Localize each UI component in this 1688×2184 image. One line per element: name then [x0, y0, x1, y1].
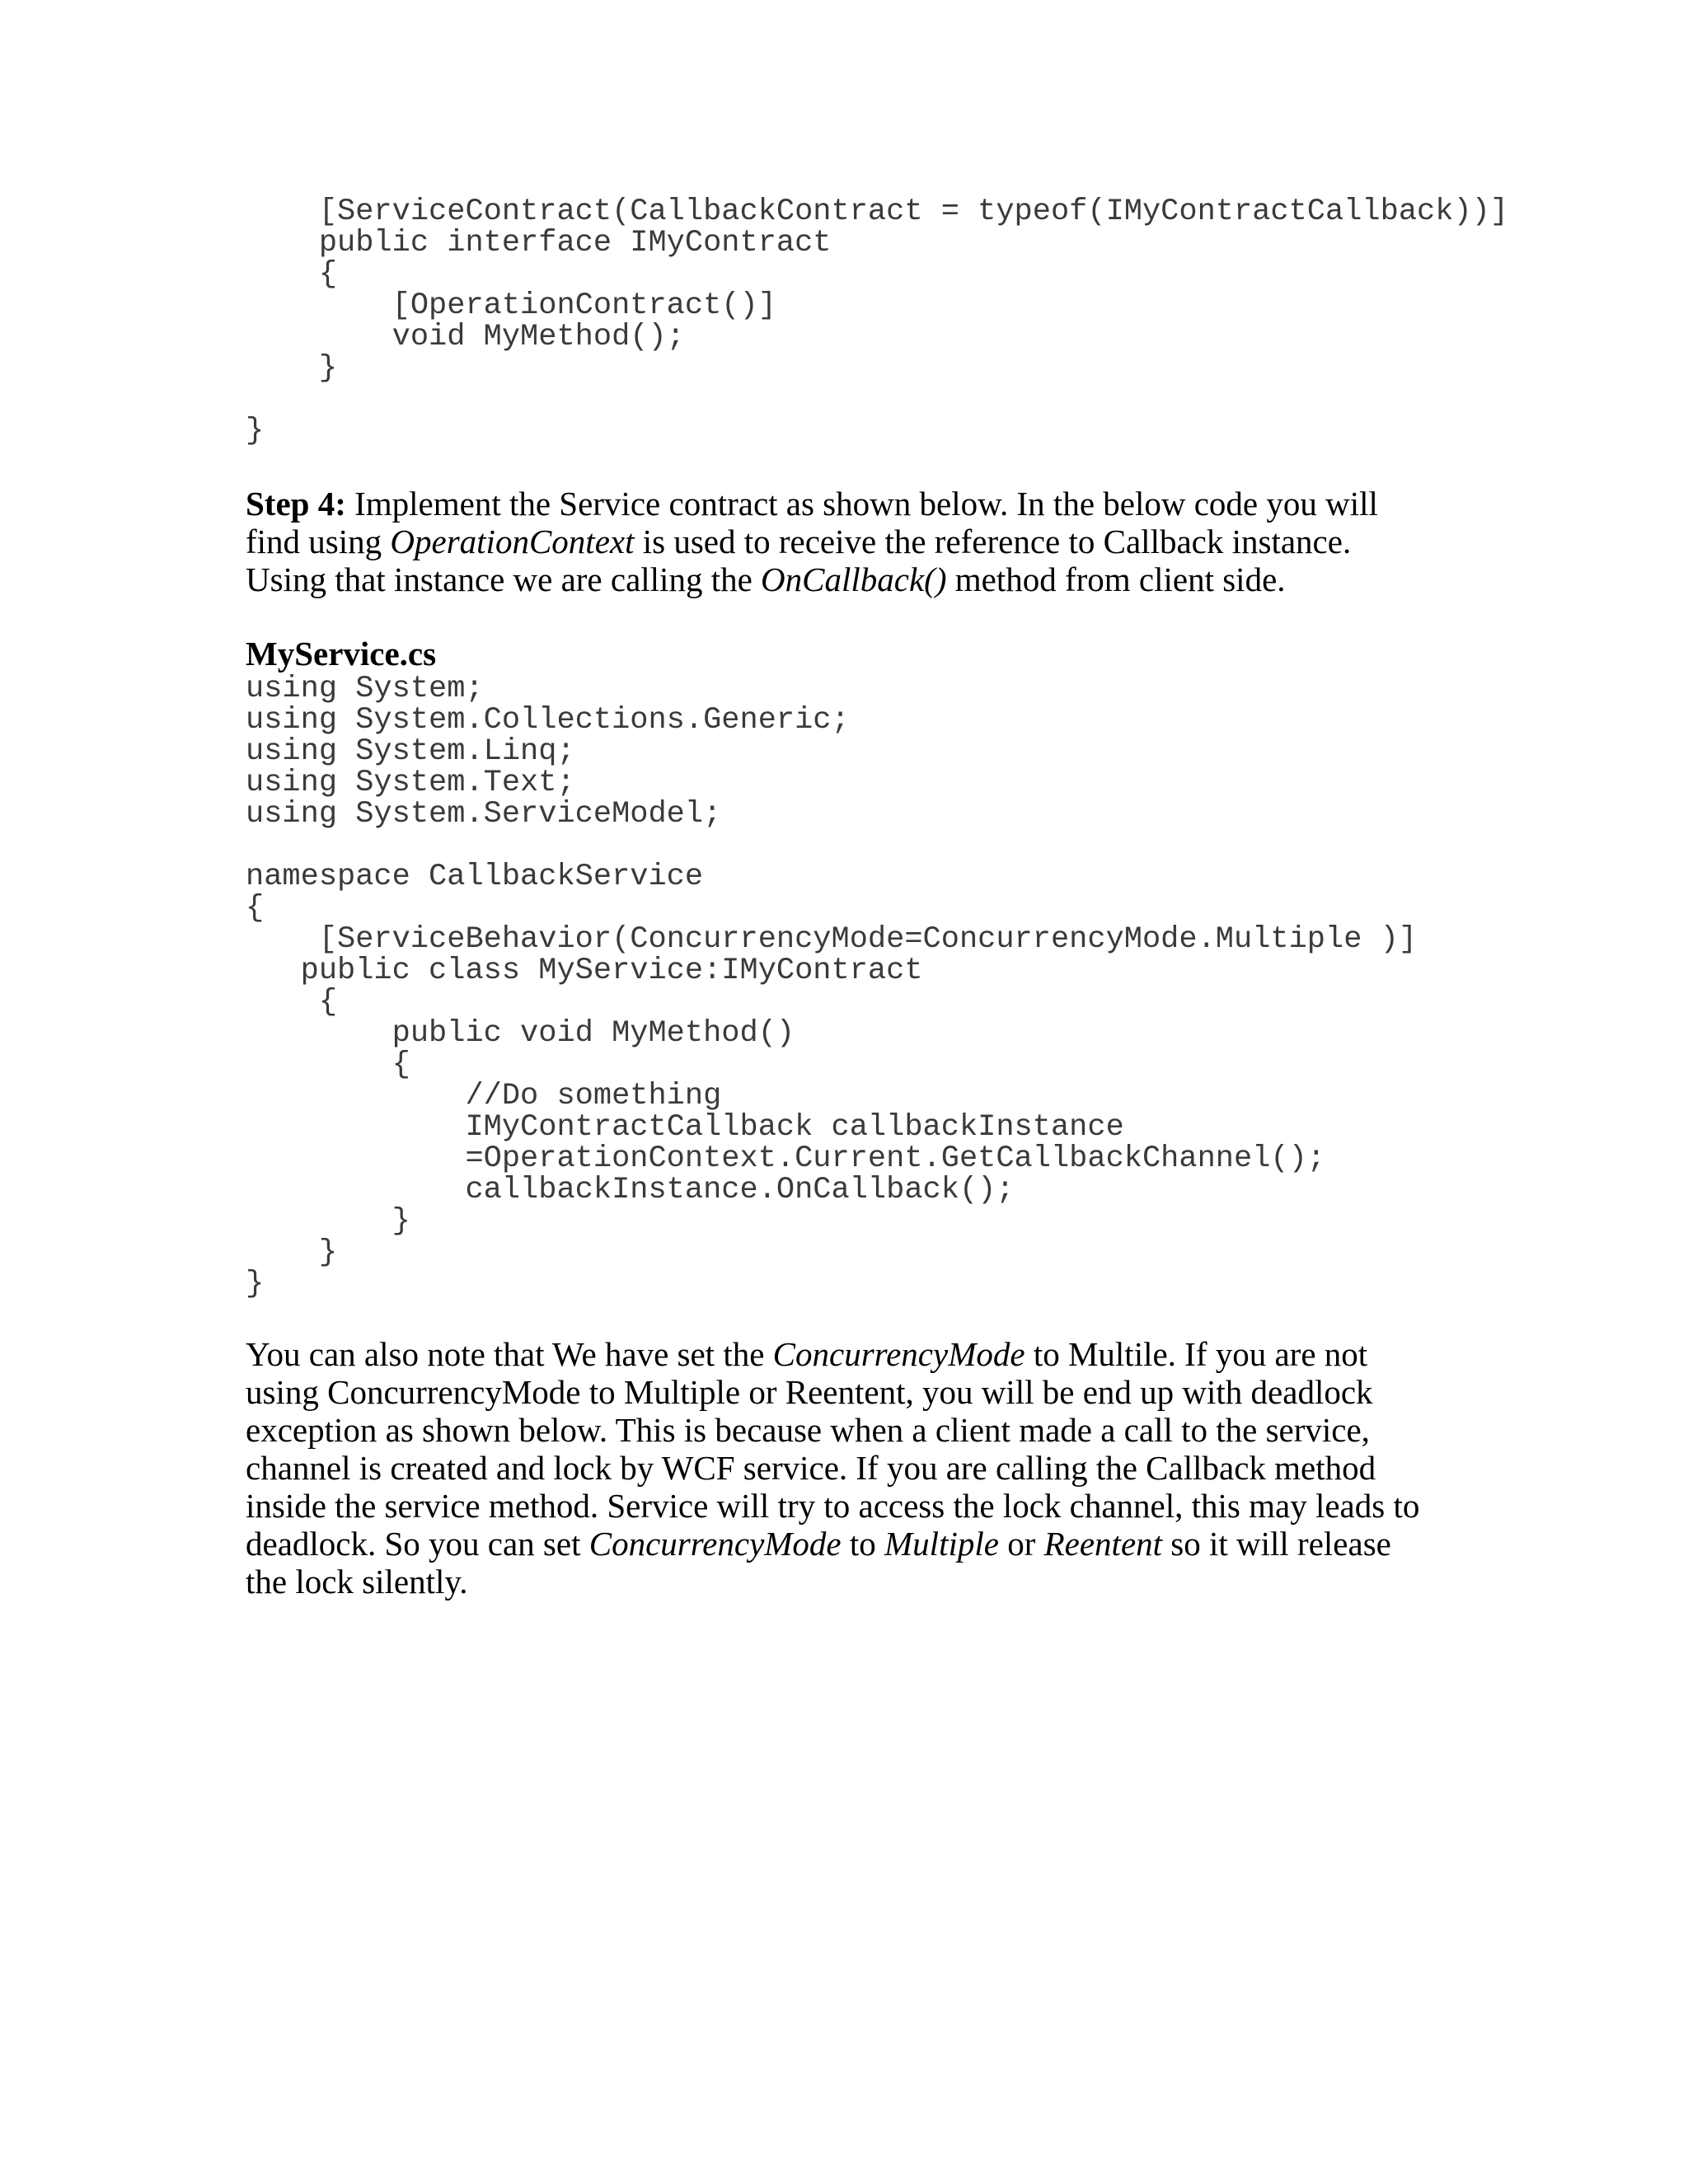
- step-4-text-1: Implement the Service contract as shown below. In the below code you will find using: [246, 485, 1378, 560]
- note-italic-multiple: Multiple: [884, 1525, 999, 1563]
- service-code-block: using System; using System.Collections.Generic; using System.Linq; using System.Text; using System.ServiceModel; namespace CallbackService { [ServiceBehavior(ConcurrencyMode=ConcurrencyMode.Multiple )] public class MyService:IMyContract { public void MyMethod() { //Do something IMyContractCallback callbackInstance =OperationContext.Current.GetCallbackChannel(); callbackInstance.OnCallback(); } } }: [246, 672, 1418, 1301]
- note-text-5: so it will release the lock silently.: [246, 1525, 1391, 1601]
- note-italic-reentent: Reentent: [1043, 1525, 1163, 1563]
- note-italic-concurrency-mode-2: ConcurrencyMode: [588, 1525, 842, 1563]
- step-4-italic-operation-context: OperationContext: [390, 523, 635, 560]
- note-text-3: to: [841, 1525, 885, 1563]
- note-italic-concurrency-mode-1: ConcurrencyMode: [772, 1335, 1025, 1373]
- interface-code-block: [ServiceContract(CallbackContract = typeof(IMyContractCallback))] public interface IMyContract { [OperationContract()] void MyMethod(); } }: [246, 194, 1509, 448]
- file-name-heading: MyService.cs: [246, 635, 437, 673]
- note-text-2: to Multile. If you are not using ConcurrencyMode to Multiple or Reentent, you will be end up with deadlock exception as shown below. This is because when a client made a call to the service, channel is created and lock by WCF service. If you are calling the Callback method inside the service method. Service will try to access the lock channel, this may leads to deadlock. So you can set: [246, 1335, 1420, 1563]
- step-4-text-2: is used to receive the reference to Callback instance. Using that instance we are calling the: [246, 523, 1352, 598]
- step-4-text-3: method from client side.: [946, 560, 1286, 598]
- note-text-1: You can also note that We have set the: [246, 1335, 773, 1373]
- concurrency-note-paragraph: [246, 1335, 1432, 1601]
- step-4-paragraph: [246, 485, 1432, 598]
- step-4-label: Step 4:: [246, 485, 346, 523]
- note-text-4: or: [998, 1525, 1044, 1563]
- step-4-italic-on-callback: OnCallback(): [761, 560, 947, 598]
